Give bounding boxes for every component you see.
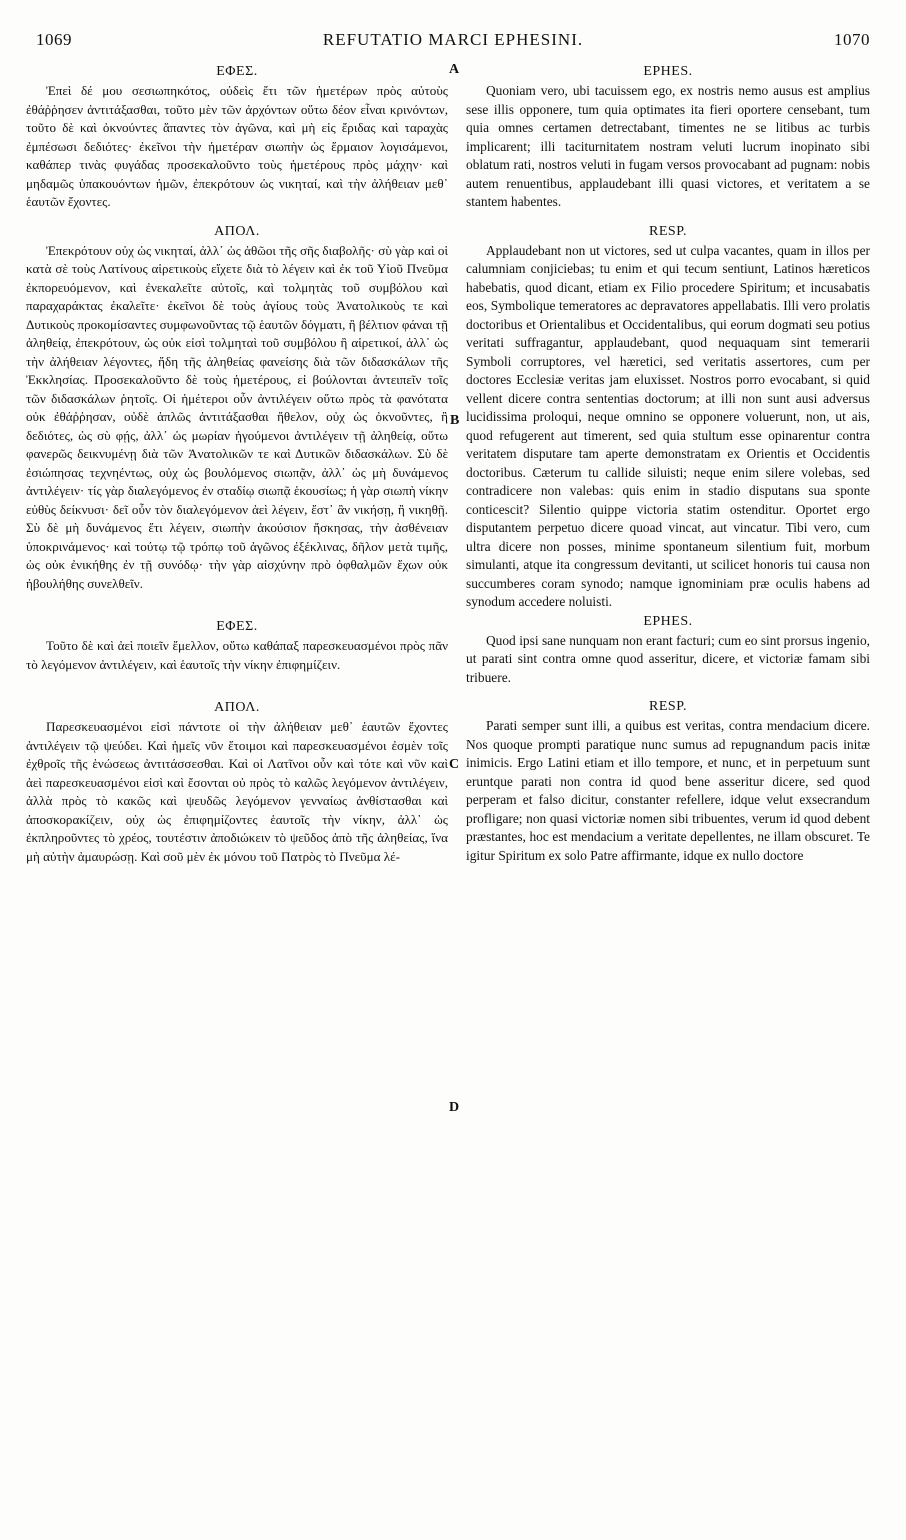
margin-letter-a: A — [449, 62, 460, 77]
greek-paragraph: Ἐπεὶ δέ μου σεσιωπηκότος, οὐδεὶς ἔτι τῶν ἡμετέρων πρὸς αὐτοὺς ἐθάῤῥησεν ἀντιτάξασθαι, τοῦτο μὲν τῶν ἀρχόντων οὕτω δέον εἶναι κρινόντων, τοῦτο δὲ καὶ ὀκνούντες ἅπαντες τὸν ἀγῶνα, καὶ μὴ εἰς ἔριδας καὶ ταραχὰς ἐμπέσωσι δεδιότες· ἐκεῖνοι τὴν ἡμετέραν σιωπὴν ὡς ἕρμαιον λογισάμενοι, καθάπερ τινὰς φυγάδας προσεκαλοῦντο τοὺς ἡμετέρους πρὸς μάχην· καὶ μηδαμῶς ὑπακουόντων ἡμῶν, ἐπεκρότουν ὡς νικηταί, καὶ τὴν ἀλήθειαν μεθ᾽ ἑαυτῶν ἔχοντες. — [26, 83, 448, 209]
margin-letter-d: D — [449, 1100, 460, 1115]
speaker-heading: ΑΠΟΛ. — [214, 700, 260, 715]
latin-paragraph: Applaudebant non ut victores, sed ut culpa vacantes, quam in illos per calumniam conjiciebas; tu enim et qui tecum sentiunt, Latinos hæreticos habebatis, quod dicant, etiam ex Filio procedere Spiritum; et incusabatis eos, Symbolique temeratores ac depravatores appellabatis. Illi vero prolatis doctoribus et Orientalibus et Occidentalibus, qui eorum dogmati seu potius veritati suffragantur, applaudebant, quod nequaquam sint temerarii Symboli corruptores, vel hæretici, sed veritatis assertores, cum per doctores Ecclesiæ veritas jam eluxisset. Nostros porro evocabant, si quid vellent dicere contra sententias doctorum; at illi non sunt ausi adversus lucidissima proloqui, neque omnino se opponere voluerunt, non, ut ais, quod refugerent aut timerent, sed quia stultum esse opinarentur contra veritatem disputare tam aperte demonstratam ex Orientis et Occidentis doctoribus. Cæterum tu callide siluisti; neque enim silere volebas, sed contradicere non valebas: quis enim in stadio disputans sua sponte conticescit? Silentio quippe victoria statim ostenditur. Oportet ergo disputantem perpetuo dicere quoad vincat, aut vincatur. Tibi vero, cum ultra dicere non posses, minime spontaneum silentium fuit, morbum simulanti, atque ita congressum devitanti, ut scilicet honoris tui causa non succumberes coram synodo; namque ignominiam præ oculis habens ad synodum accedere noluisti. — [466, 242, 870, 609]
speaker-heading: ΕΦΕΣ. — [216, 619, 258, 634]
margin-letter-b: B — [450, 413, 460, 428]
margin-letter-c: C — [449, 757, 460, 772]
greek-paragraph: Παρεσκευασμένοι εἰσὶ πάντοτε οἱ τὴν ἀλήθειαν μεθ᾽ ἑαυτῶν ἔχοντες ἀντιλέγειν τῷ ψεύδει. Καὶ ἡμεῖς νῦν ἕτοιμοι καὶ παρεσκευασμένοι ἐσμὲν τοῖς ἐχθροῖς τῆς ἑνώσεως ἀντιτάσσεσθαι. Καὶ οἱ Λατῖνοι οὖν καὶ τότε καὶ νῦν καὶ ἀεὶ παρεσκευασμένοι εἰσὶ καὶ ἔσονται οὐ πρὸς τὸ καλῶς λεγόμενον ἀντιλέγειν, ἀλλὰ πρὸς τὸ κακῶς καὶ ψευδῶς λεγόμενον γενναίως ἀνθίστασθαι καὶ ἀποσκορακίζειν, οὐχ ὡς ἐπιφημίζοντες ἑαυτοῖς τὴν νίκην, ἀλλ᾽ ὡς ἐκπληροῦντες τὸ χρέος, τουτέστιν ἀποδιώκειν τὸ ψεῦδος ἀπὸ τῆς ἀληθείας, ἵνα μὴ αὐτὴν ἀμαυρώσῃ. Καὶ σοῦ μὲν ἐκ μόνου τοῦ Πατρὸς τὸ Πνεῦμα λέ- — [26, 719, 448, 864]
speaker-heading: RESP. — [649, 223, 687, 239]
speaker-heading: EPHES. — [643, 64, 693, 79]
page-title: REFUTATIO MARCI EPHESINI. — [322, 30, 584, 49]
page-number-right: 1070 — [834, 30, 870, 49]
speaker-heading: ΕΦΕΣ. — [216, 64, 258, 79]
greek-column — [26, 62, 448, 866]
latin-paragraph: Quoniam vero, ubi tacuissem ego, ex nostris nemo ausus est amplius sese illis opponere, tum quia optimates ita fieri oportere censebant, tum quia omnes certamen detrectabant, timentes ne se litibus ac turbis implicarent; illi taciturnitatem nostram veluti lucrum inopinato sibi oblatum rati, nostros veluti in fugam versos provocabant ad pugnam: nobis autem renuentibus, applaudebant illi quasi victores, et veritatem a se stantem habentes. — [466, 83, 870, 209]
speaker-heading: EPHES. — [643, 613, 693, 629]
greek-paragraph: Ἐπεκρότουν οὐχ ὡς νικηταί, ἀλλ᾽ ὡς ἀθῶοι τῆς σῆς διαβολῆς· σὺ γὰρ καὶ οἱ κατὰ σὲ τοὺς Λατίνους αἱρετικοὺς εἴχετε διὰ τὸ λέγειν καὶ ἐκ τοῦ Υἱοῦ Πνεῦμα ἐκπορευόμενον, καὶ ἐνεκαλεῖτε αὐτοῖς, καὶ τολμητὰς τοῦ συμβόλου καὶ παραχαράκτας ἐκαλεῖτε· ἐκεῖνοι δὲ τοὺς ἁγίους τοὺς Ἀνατολικοὺς τε καὶ Δυτικοὺς προκομίσαντες συμφωνοῦντας τῷ ἑαυτῶν δόγματι, ἢ βέλτιον φάναι τῇ ἀληθείᾳ, ἐπεκρότουν, ὡς οὐκ εἰσὶ τολμηταὶ τοῦ συμβόλου ἢ αἱρετικοί, ἀλλ᾽ ὡς τὴν ἀλήθειαν λέγοντες, ἤδη τῆς ἀληθείας φανείσης διὰ τῶν διδασκάλων τῆς Ἐκκλησίας. Προσεκαλοῦντο δὲ τοὺς ἡμετέρους, εἰ βούλονται ἀντειπεῖν τοῖς τῶν διδασκάλων ῥητοῖς. Οἱ ἡμέτεροι οὖν ἀντιλέγειν οὕτω πρὸς τὰ φανότατα οὐκ ἐθάῤῥησαν, οὐδὲ ἁπλῶς ἀντιτάξασθαι ἤθελον, οὐχ ὡς ὀκνοῦντες, ἢ δεδιότες, ὡς σὺ φῄς, ἀλλ᾽ ὡς μωρίαν ἡγούμενοι ἀντιλέγειν τῇ ἀληθείᾳ, οὕτω φανερῶς δεικνυμένῃ διὰ τῶν Ἀνατολικῶν τε καὶ Δυτικῶν διδασκάλων. Σὺ δὲ ἐσιώπησας τεχνηέντως, οὐχ ὡς βουλόμενος σιωπᾷν, ἀλλ᾽ ὡς μὴ δυνάμενος ἀντιλέγειν· τίς γὰρ διαλεγόμενος ἐν σταδίῳ σιωπᾷ ἑκουσίως; ἡ γὰρ σιωπὴ νίκην εὐθὺς δείκνυσι· δεῖ οὖν τὸν διαλεγόμενον ἀεὶ λέγειν, ἔστ᾽ ἂν νικήσῃ, ἢ νικηθῇ. Σὺ δὲ μὴ δυνάμενος ἔτι λέγειν, σιωπὴν ἀκούσιον ἤσκησας, τὴν ἀσθένειαν ὑποκρινάμενος· καὶ τούτῳ τῷ τρόπῳ τοῦ ἀγῶνος ἐξέκλινας, δῆλον μετὰ τιμῆς, ὡς οὐκ ἐνικήθης ἐν τῇ συνόδῳ· τὴν γὰρ αἰσχύνην πρὸ ὀφθαλμῶν ἔχων οὐκ ἠβουλήθης συνελθεῖν. — [26, 242, 448, 591]
speaker-heading: RESP. — [649, 699, 687, 714]
page-number-left: 1069 — [36, 30, 72, 49]
latin-paragraph: Parati semper sunt illi, a quibus est veritas, contra mendacium dicere. Nos quoque prompti paratique nunc sumus ad repugnandum pacis initæ inimicis. Ergo Latini etiam et illo tempore, et nunc, et in perpetuum sunt eruntque parati non contra id quod bene asseritur dicere, sed quod perperam et falso dicitur, constanter refellere, idque velut exsecrandum profligare; non quasi victoriæ nomen sibi tribuentes, verum id quod debent præstantes, hoc est mendacium a veritate depellentes, ne illam obscuret. Te igitur Spiritum ex solo Patre affirmante, idque ex nullo doctore — [466, 718, 870, 863]
running-head — [36, 30, 870, 54]
greek-paragraph: Τοῦτο δὲ καὶ ἀεὶ ποιεῖν ἔμελλον, οὕτω καθάπαξ παρεσκευασμένοι πρὸς πᾶν τὸ λεγόμενον ἀντιλέγειν, καὶ ἑαυτοῖς τὴν νίκην ἐπιφημίζειν. — [26, 638, 448, 672]
latin-column — [466, 62, 870, 865]
latin-paragraph: Quod ipsi sane nunquam non erant facturi; cum eo sint prorsus ingenio, ut parati sint contra omne quod asseritur, dicere, et victoriæ famam sibi tribuere. — [466, 632, 870, 685]
speaker-heading: ΑΠΟΛ. — [214, 223, 260, 239]
